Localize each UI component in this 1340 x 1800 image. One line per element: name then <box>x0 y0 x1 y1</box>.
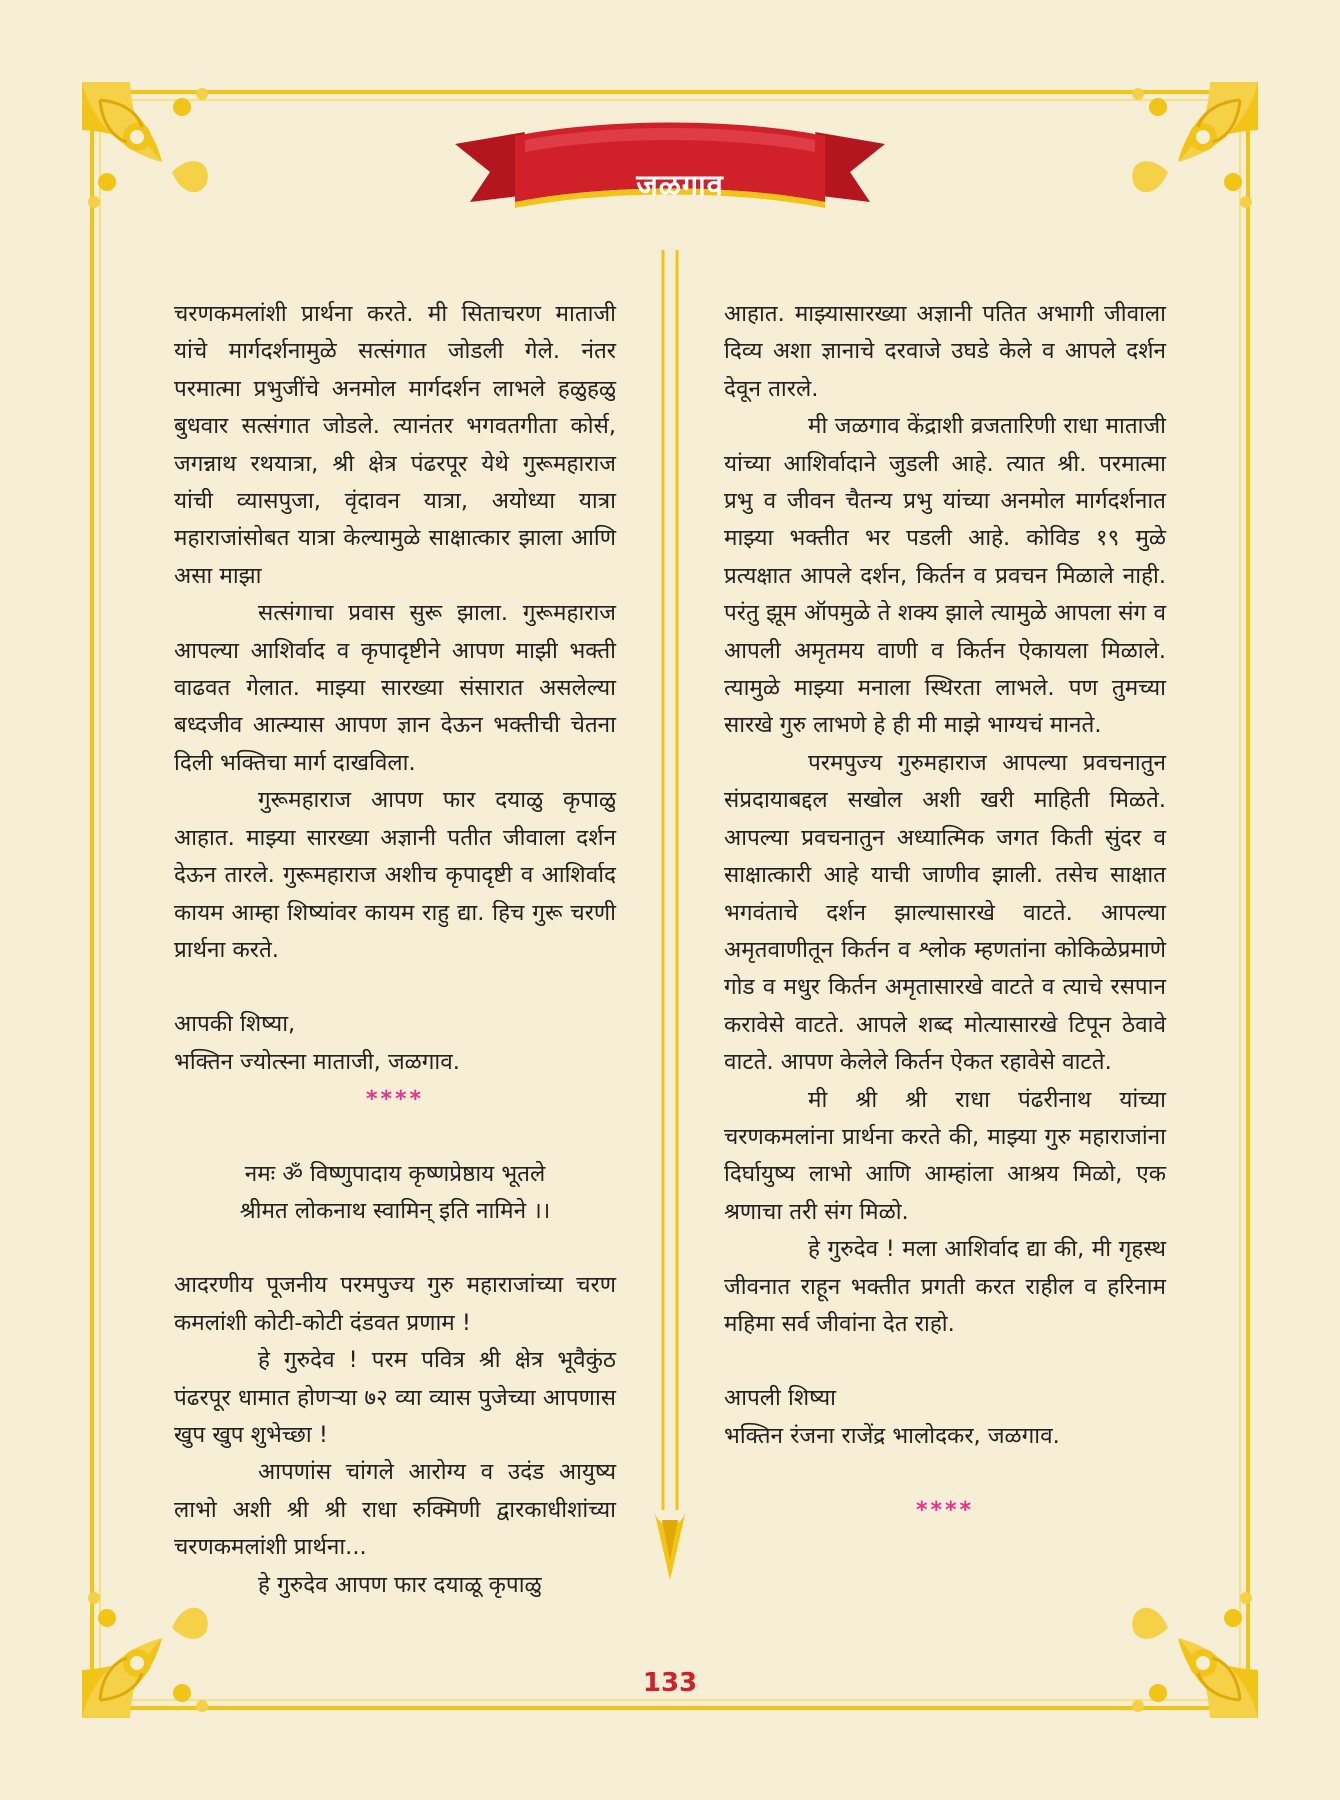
right-paragraph-1: आहात. माझ्यासारख्या अज्ञानी पतित अभागी जीवाला दिव्य अशा ज्ञानाचे दरवाजे उघडे केले व आपले दर्शन देवून तारले. <box>724 301 1166 402</box>
left-signature-line-2: भक्तिन ज्योत्स्ना माताजी, जळगाव. <box>174 1048 460 1075</box>
right-stars-separator: **** <box>915 1498 975 1524</box>
left-paragraph-6: आपणांस चांगले आरोग्य व उदंड आयुष्य लाभो अशी श्री श्री राधा रुक्मिणी द्वारकाधीशांच्या चरणकमलांशी प्रार्थना... <box>174 1459 616 1561</box>
left-signature-line-1: आपकी शिष्या, <box>174 1011 296 1038</box>
shloka-line-2: श्रीमत लोकनाथ स्वामिन् इति नामिने ।। <box>239 1197 551 1224</box>
page-title: जळगाव <box>636 168 724 202</box>
left-paragraph-3: गुरूमहाराज आपण फार दयाळु कृपाळु आहात. माझ्या सारख्या अज्ञानी पतीत जीवाला दर्शन देऊन तारले. गुरूमहाराज अशीच कृपादृष्टी व आशिर्वाद कायम आम्हा शिष्यांवर कायम राहु द्या. हिच गुरू चरणी प्रार्थना करते. <box>174 787 616 963</box>
page-number: 133 <box>642 1668 698 1698</box>
right-signature-line-1: आपली शिष्या <box>724 1385 837 1412</box>
column-divider <box>644 250 696 1590</box>
left-paragraph-5: हे गुरुदेव ! परम पवित्र श्री क्षेत्र भूवैकुंठ पंढरपूर धामात होणऱ्या ७२ व्या व्यास पुजेच्या आपणास खुप खुप शुभेच्छा ! <box>174 1347 616 1448</box>
left-paragraph-4: आदरणीय पूजनीय परमपुज्य गुरु महाराजांच्या चरण कमलांशी कोटी-कोटी दंडवत प्रणाम ! <box>174 1272 616 1336</box>
left-column <box>174 296 616 1604</box>
shloka-line-1: नमः ॐ विष्णुपादाय कृष्णप्रेष्ठाय भूतले <box>244 1160 546 1187</box>
right-paragraph-2: मी जळगाव केंद्राशी व्रजतारिणी राधा माताजी यांच्या आशिर्वादाने जुडली आहे. त्यात श्री. परमात्मा प्रभु व जीवन चैतन्य प्रभु यांच्या अनमोल मार्गदर्शनात माझ्या भक्तीत भर पडली आहे. कोविड १९ मुळे प्रत्यक्षात आपले दर्शन, किर्तन व प्रवचन मिळाले नाही. परंतु झूम ऑपमुळे ते शक्य झाले त्यामुळे आपला संग व आपली अमृतमय वाणी व किर्तन ऐकायला मिळाले. त्यामुळे माझ्या मनाला स्थिरता लाभले. पण तुमच्या सारखे गुरु लाभणे हे ही मी माझे भाग्यचं मानते. <box>724 413 1166 739</box>
right-paragraph-3: परमपुज्य गुरुमहाराज आपल्या प्रवचनातुन संप्रदायाबद्दल सखोल अशी खरी माहिती मिळते. आपल्या प्रवचनातुन अध्यात्मिक जगत किती सुंदर व साक्षात्कारी आहे याची जाणीव झाली. तसेच साक्षात भगवंताचे दर्शन झाल्यासारखे वाटते. आपल्या अमृतवाणीतून किर्तन व श्लोक म्हणतांना कोकिळेप्रमाणे गोड व मधुर किर्तन अमृतासारखे वाटते व त्याचे रसपान करावेसे वाटते. आपले शब्द मोत्यासारखे टिपून ठेवावे वाटते. आपण केलेले किर्तन ऐकत रहावेसे वाटते. <box>724 749 1166 1076</box>
right-signature-line-2: भक्तिन रंजना राजेंद्र भालोदकर, जळगाव. <box>724 1422 1060 1449</box>
right-column <box>724 296 1166 1530</box>
left-paragraph-1: चरणकमलांशी प्रार्थना करते. मी सिताचरण माताजी यांचे मार्गदर्शनामुळे सत्संगात जोडली गेले. नंतर परमात्मा प्रभुजींचे अनमोल मार्गदर्शन लाभले हळुहळु बुधवार सत्संगात जोडले. त्यानंतर भगवतगीता कोर्स, जगन्नाथ रथयात्रा, श्री क्षेत्र पंढरपूर येथे गुरूमहाराज यांची व्यासपुजा, वृंदावन यात्रा, अयोध्या यात्रा महाराजांसोबत यात्रा केल्यामुळे साक्षात्कार झाला आणि असा माझा <box>174 301 616 589</box>
left-paragraph-2: सत्संगाचा प्रवास सुरू झाला. गुरूमहाराज आपल्या आशिर्वाद व कृपादृष्टीने आपण माझी भक्ती वाढवत गेलात. माझ्या सारख्या संसारात असलेल्या बध्दजीव आत्म्यास आपण ज्ञान देऊन भक्तीची चेतना दिली भक्तिचा मार्ग दाखविला. <box>174 600 616 776</box>
left-stars-separator: **** <box>365 1087 425 1113</box>
right-paragraph-5: हे गुरुदेव ! मला आशिर्वाद द्या की, मी गृहस्थ जीवनात राहून भक्तीत प्रगती करत राहील व हरिनाम महिमा सर्व जीवांना देत राहो. <box>724 1236 1166 1337</box>
right-paragraph-4: मी श्री श्री राधा पंढरीनाथ यांच्या चरणकमलांना प्रार्थना करते की, माझ्या गुरु महाराजांना दिर्घायुष्य लाभो आणि आम्हांला आश्रय मिळो, एक श्रणाचा तरी संग मिळो. <box>724 1086 1166 1225</box>
left-paragraph-7: हे गुरुदेव आपण फार दयाळू कृपाळु <box>258 1571 542 1598</box>
